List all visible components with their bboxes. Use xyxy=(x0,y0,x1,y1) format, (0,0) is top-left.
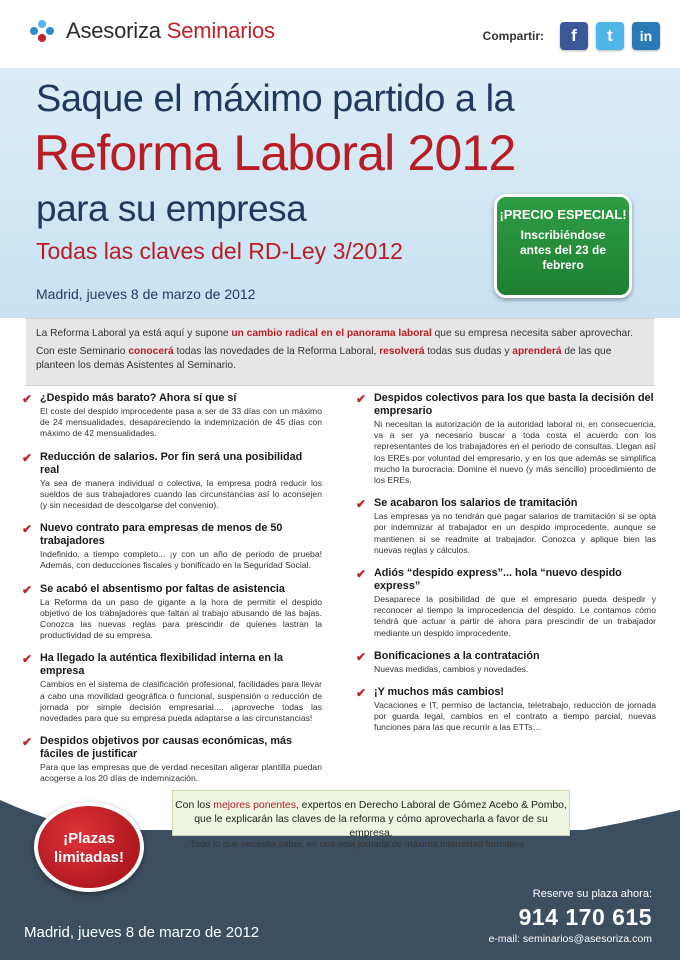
item-body: El coste del despido improcedente pasa a ser de 33 días con un máximo de 24 mensualidades, desapareciendo la indemnización de 45 días con máximo de 42 mensualidades. xyxy=(40,406,322,439)
item-title: Se acabó el absentismo por faltas de asistencia xyxy=(40,582,285,595)
intro-text: que su empresa necesita saber aprovechar. xyxy=(431,328,633,339)
limited-seats-badge xyxy=(34,802,144,892)
checkmark-icon: ✔ xyxy=(22,735,33,750)
item-body: Nuevas medidas, cambios y novedades. xyxy=(374,663,529,674)
item-body: Cambios en el sistema de clasificación profesional, facilidades para llevar a cabo una movilidad geográfica o funcional, suspensión o reducción de jornada por simple decisión empresarial.... ¡aproveche todas las novedades para que su empresa pueda adaptarse a las circunstancias! xyxy=(40,679,322,724)
email-link[interactable]: e-mail: seminarios@asesoriza.com xyxy=(488,933,652,945)
hero-banner xyxy=(0,68,680,318)
list-item xyxy=(356,567,656,639)
share-label: Compartir: xyxy=(482,29,544,43)
speakers-box xyxy=(172,790,570,839)
item-body: Desaparece la posibilidad de que el empresario pueda despedir y reconocer al tiempo la improcedencia del despido. Le contamos cómo tendrá que actuar a partir de ahora para prescindir de un trabajador mediante un despido improcedente. xyxy=(374,594,656,638)
checkmark-icon: ✔ xyxy=(356,392,367,406)
speakers-line1 xyxy=(173,799,569,813)
item-title: Adiós “despido express”... hola “nuevo despido express” xyxy=(374,567,622,593)
intro-highlight: conocerá xyxy=(128,346,174,357)
promo-body: Inscribiéndose antes del 23 de febrero xyxy=(519,228,607,272)
item-body: Ya sea de manera individual o colectiva, la empresa podrá reducir los sueldos de sus trabajadores cuando las circunstancias así lo aconsejen (y sin necesidad de descolgarse del convenio). xyxy=(40,477,322,511)
item-title: Despidos colectivos para los que basta la decisión del empresario xyxy=(374,392,654,417)
item-title: Despidos objetivos por causas económicas, más fáciles de justificar xyxy=(40,735,293,761)
topics-right-column xyxy=(356,392,656,745)
footer-date: Madrid, jueves 8 de marzo de 2012 xyxy=(24,924,260,941)
list-item xyxy=(356,497,656,556)
list-item xyxy=(22,652,322,724)
share-bar xyxy=(483,22,660,50)
topics-left-column xyxy=(22,392,322,796)
intro-highlight: resolverá xyxy=(379,346,425,357)
hero-date: Madrid, jueves 8 de marzo de 2012 xyxy=(36,286,256,302)
list-item xyxy=(22,392,322,440)
checkmark-icon: ✔ xyxy=(22,522,33,537)
intro-text: todas sus dudas y xyxy=(424,346,513,357)
plazas-line2: limitadas! xyxy=(53,849,125,866)
checkmark-icon: ✔ xyxy=(22,450,33,465)
checkmark-icon: ✔ xyxy=(356,649,367,664)
twitter-icon[interactable]: t xyxy=(596,22,624,50)
item-title: Ha llegado la auténtica flexibilidad interna en la empresa xyxy=(40,652,283,678)
brand-product: Seminarios xyxy=(166,18,275,43)
speakers-text: Con los xyxy=(175,800,214,811)
item-title: ¿Despido más barato? Ahora sí que sí xyxy=(40,392,237,404)
intro-highlight: un cambio radical en el panorama laboral xyxy=(231,328,432,339)
item-body: Para que las empresas que de verdad necesitan aligerar plantilla puedan acogerse a los 20 días de indemnización. xyxy=(40,762,322,784)
brand-name: Asesoriza xyxy=(66,18,161,43)
item-body: Vacaciones e IT, permiso de lactancia, teletrabajo, reducción de jornada por guarda legal, cambios en el contrato a tiempo parcial, nuevas funciones para las que recurrir a las ETTs… xyxy=(374,700,656,733)
speakers-highlight: mejores ponentes xyxy=(213,800,296,811)
intro-box xyxy=(26,318,654,386)
list-item xyxy=(22,522,322,571)
hero-title-line3: para su empresa xyxy=(36,188,307,229)
intro-text: de las que planteen los demas Asistentes al Seminario. xyxy=(36,346,612,371)
phone-number[interactable]: 914 170 615 xyxy=(518,904,652,930)
hero-title-line2: Reforma Laboral 2012 xyxy=(34,125,516,181)
intro-text: todas las novedades de la Reforma Laboral, xyxy=(173,346,380,357)
intro-text: La Reforma Laboral ya está aquí y supone xyxy=(36,328,232,339)
checkmark-icon: ✔ xyxy=(22,392,33,406)
item-title: Bonificaciones a la contratación xyxy=(374,649,540,662)
linkedin-icon[interactable]: in xyxy=(632,22,660,50)
plazas-line1: ¡Plazas xyxy=(63,830,115,847)
checkmark-icon: ✔ xyxy=(22,582,33,597)
intro-paragraph-2 xyxy=(36,345,644,373)
intro-highlight: aprenderá xyxy=(512,346,562,357)
brand-logo[interactable] xyxy=(30,18,275,44)
checkmark-icon: ✔ xyxy=(22,652,33,667)
item-body: Indefinido, a tiempo completo... ¡y con un año de periodo de prueba! Además, con deducciones fiscales y bonificado en la Seguridad Social. xyxy=(40,549,322,571)
item-body: Las empresas ya no tendrán que pagar salarios de tramitación si se opta por indemnizar al trabajador en un despido improcedente, aunque se mantienen si se readmite al trabajador. Conozca y aplique bien las nuevas reglas y cálculos. xyxy=(374,511,656,555)
checkmark-icon: ✔ xyxy=(356,686,367,701)
checkmark-icon: ✔ xyxy=(356,567,367,582)
item-title: ¡Y muchos más cambios! xyxy=(374,686,505,699)
speakers-text: , expertos en Derecho Laboral de Gómez Acebo & Pombo, xyxy=(295,800,567,811)
item-title: Nuevo contrato para empresas de menos de 50 trabajadores xyxy=(40,522,283,548)
hero-subtitle: Todas las claves del RD-Ley 3/2012 xyxy=(36,238,403,264)
facebook-icon[interactable]: f xyxy=(560,22,588,50)
list-item xyxy=(22,451,322,512)
list-item xyxy=(356,650,656,675)
list-item xyxy=(356,686,656,734)
checkmark-icon: ✔ xyxy=(356,497,367,512)
promo-title: ¡PRECIO ESPECIAL! xyxy=(499,207,627,222)
full-day-note: Todo lo que necesita saber, en una sola jornada de máxima intensidad formativa xyxy=(190,838,525,849)
list-item xyxy=(356,392,656,486)
intro-paragraph-1 xyxy=(36,327,644,341)
header xyxy=(0,0,680,68)
special-price-badge[interactable] xyxy=(494,194,632,298)
item-body: La Reforma da un paso de gigante a la hora de permitir el despido objetivo de los trabajadores que faltan al trabajo abusando de las bajas. Conozca las nuevas reglas para prescindir de quienes lastran la productividad de su empresa. xyxy=(40,596,322,641)
intro-text: Con este Seminario xyxy=(36,346,129,357)
item-body: Ni necesitan la autorización de la autoridad laboral ni, en consecuencia, va a ser ya necesario buscar a toda costa el acuerdo con los representantes de los trabajadores en el periodo de consultas. Llegan así los EREs por voluntad del empresario, y en los que además se simplifica mucho la burocracia. Domine el nuevo (y más sencillo) procedimiento de los EREs. xyxy=(374,419,656,486)
logo-dots-icon xyxy=(30,20,60,42)
hero-title-line1: Saque el máximo partido a la xyxy=(36,78,515,120)
list-item xyxy=(22,583,322,642)
item-title: Reducción de salarios. Por fin será una posibilidad real xyxy=(40,450,303,476)
speakers-line2: que le explicarán las claves de la reforma y cómo aprovecharla a favor de su empresa. xyxy=(194,814,548,839)
item-title: Se acabaron los salarios de tramitación xyxy=(374,497,578,510)
reserve-label: Reserve su plaza ahora: xyxy=(532,888,652,900)
